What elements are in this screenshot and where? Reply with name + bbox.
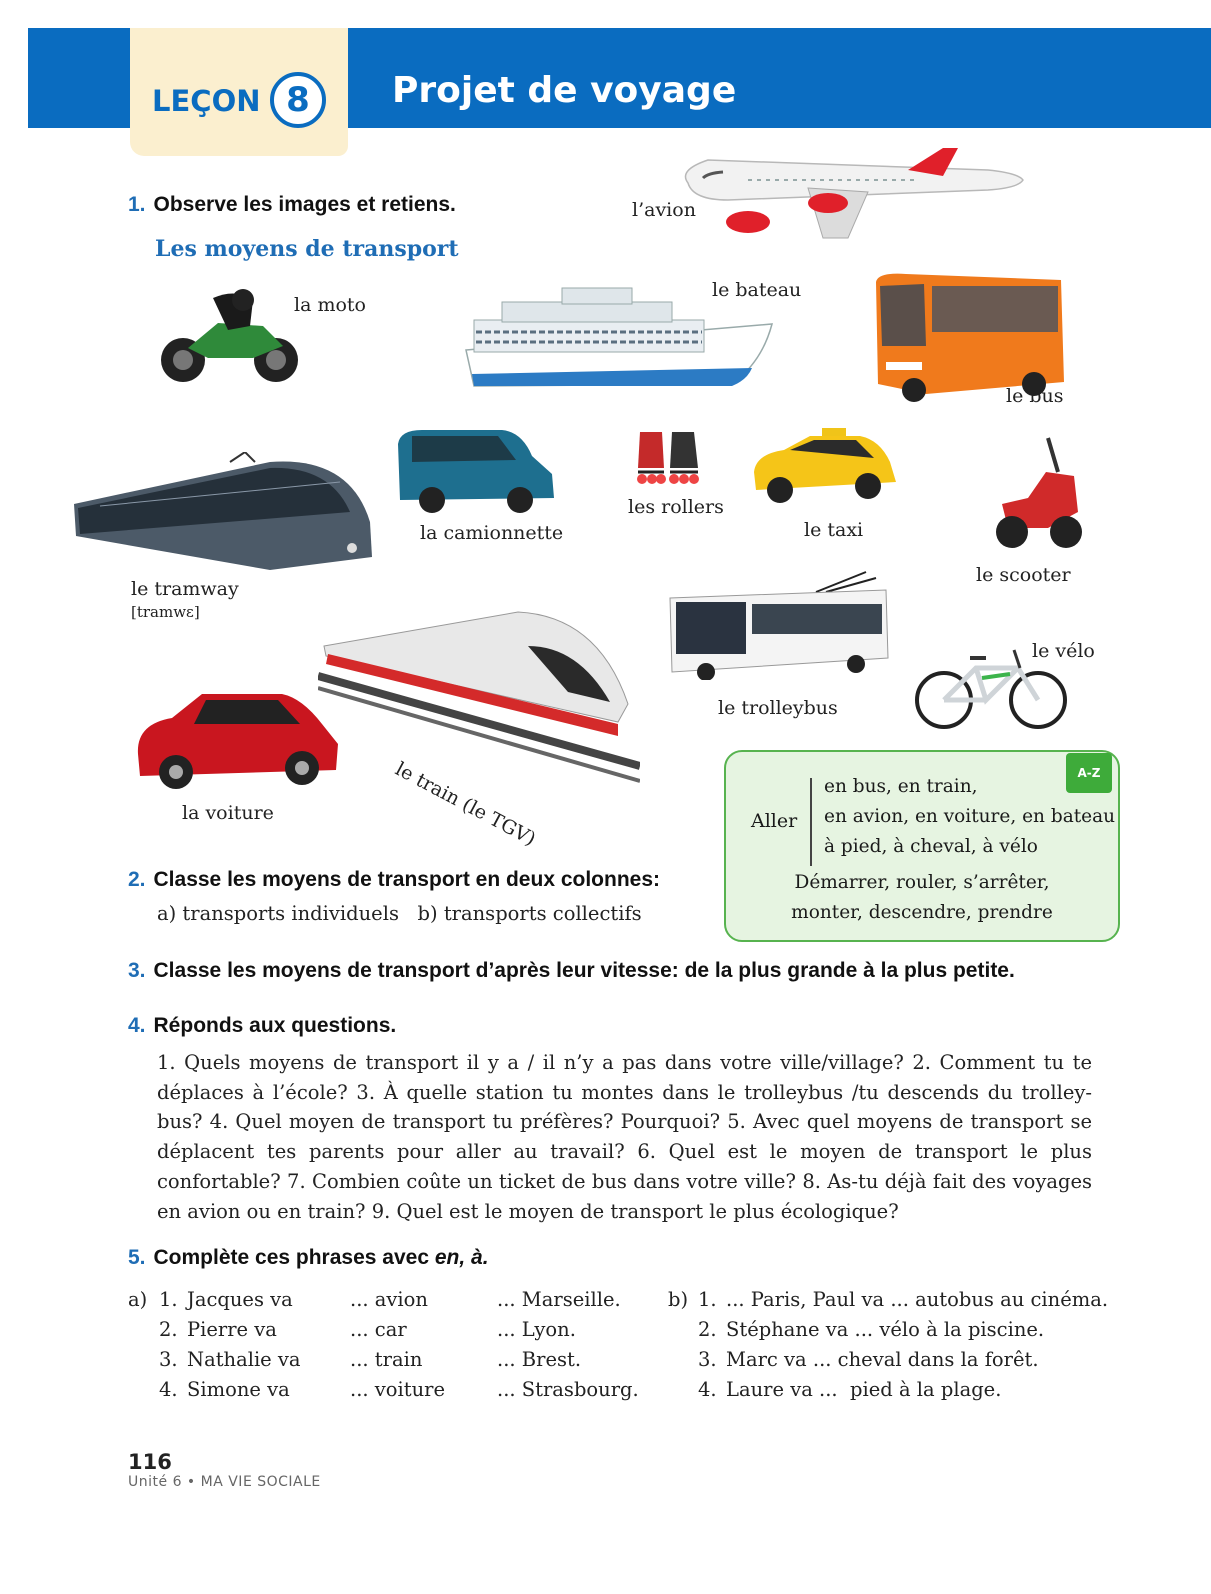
a-row-destination: ... Lyon. bbox=[497, 1318, 576, 1341]
part-a-label: a) bbox=[128, 1288, 148, 1311]
aller-line-3: à pied, à cheval, à vélo bbox=[824, 836, 1038, 857]
a-row-subject: Pierre va bbox=[187, 1318, 277, 1341]
airplane-image bbox=[668, 148, 1030, 248]
vocabulary-subheading: Les moyens de transport bbox=[155, 236, 459, 262]
b-row-number: 1. bbox=[698, 1288, 717, 1311]
b-row-number: 3. bbox=[698, 1348, 717, 1371]
exercise-5-prepositions: en, à. bbox=[434, 1246, 489, 1269]
a-row-destination: ... Brest. bbox=[497, 1348, 582, 1371]
a-row-subject: Jacques va bbox=[187, 1288, 293, 1311]
label-trolleybus: le trolleybus bbox=[718, 697, 838, 719]
a-row-number: 1. bbox=[159, 1288, 178, 1311]
trolleybus-image bbox=[666, 568, 890, 680]
exercise-3-heading bbox=[128, 959, 1015, 983]
aller-line-1: en bus, en train, bbox=[824, 776, 978, 797]
exercise-2-columns: a) transports individuels b) transports collectifs bbox=[157, 902, 642, 925]
exercise-1-heading bbox=[128, 193, 456, 217]
part-b-label: b) bbox=[668, 1288, 689, 1311]
b-row-sentence: Stéphane va ... vélo à la piscine. bbox=[726, 1318, 1045, 1341]
aller-line-2: en avion, en voiture, en bateau bbox=[824, 806, 1116, 827]
b-row-number: 4. bbox=[698, 1378, 717, 1401]
exercise-4-instruction: Réponds aux questions. bbox=[153, 1014, 397, 1037]
a-row-mode: ... voiture bbox=[350, 1378, 446, 1401]
label-rollers: les rollers bbox=[628, 496, 724, 518]
exercise-number: 1. bbox=[128, 193, 146, 216]
a-row-subject: Simone va bbox=[187, 1378, 290, 1401]
exercise-5-instruction: Complète ces phrases avec bbox=[153, 1246, 429, 1269]
label-camionnette: la camionnette bbox=[420, 522, 564, 544]
exercise-number: 2. bbox=[128, 868, 146, 891]
a-row-number: 4. bbox=[159, 1378, 178, 1401]
a-row-mode: ... avion bbox=[350, 1288, 428, 1311]
taxi-image bbox=[750, 428, 898, 510]
motorbike-image bbox=[158, 288, 302, 386]
label-moto: la moto bbox=[294, 294, 366, 316]
a-row-number: 2. bbox=[159, 1318, 178, 1341]
b-row-sentence: Laure va ... pied à la plage. bbox=[726, 1378, 1002, 1401]
unit-footer: Unité 6 • MA VIE SOCIALE bbox=[128, 1474, 321, 1490]
label-bus: le bus bbox=[1006, 385, 1064, 407]
rollers-image bbox=[634, 428, 704, 486]
label-taxi: le taxi bbox=[804, 519, 864, 541]
lesson-number-badge: 8 bbox=[270, 72, 326, 128]
lesson-label: LEÇON bbox=[152, 84, 261, 118]
exercise-number: 5. bbox=[128, 1246, 146, 1269]
dictionary-icon: A-Z bbox=[1066, 753, 1112, 793]
exercise-4-questions: 1. Quels moyens de transport il y a / il n’y a pas dans votre ville/village? 2. Comment tu te déplaces à l’école? 3. À quelle station tu montes dans le trolleybus /tu descends du trolley-bus? 4. Quel moyen de transport tu préfères? Pourquoi? 5. Avec quel moyens de transport se déplacent tes parents pour aller au travail? 6. Quel est le moyen de transport le plus confortable? 7. Combien coûte un ticket de bus dans votre ville? 8. As-tu déjà fait des voyages en avion ou en train? 9. Quel est le moyen de transport le plus écologique? bbox=[157, 1051, 1092, 1223]
exercise-number: 4. bbox=[128, 1014, 146, 1037]
exercise-4-heading bbox=[128, 1014, 396, 1038]
exercise-3-instruction: Classe les moyens de transport d’après leur vitesse: de la plus grande à la plus petite. bbox=[153, 959, 1015, 982]
tramway-phonetic: [tramwɛ] bbox=[131, 603, 200, 621]
b-row-number: 2. bbox=[698, 1318, 717, 1341]
label-velo: le vélo bbox=[1032, 640, 1095, 662]
page-title: Projet de voyage bbox=[392, 70, 737, 111]
a-row-destination: ... Marseille. bbox=[497, 1288, 621, 1311]
grammar-info-box bbox=[724, 750, 1120, 942]
a-row-destination: ... Strasbourg. bbox=[497, 1378, 639, 1401]
tramway-image bbox=[70, 452, 378, 572]
label-tramway: le tramway bbox=[131, 578, 239, 600]
a-row-number: 3. bbox=[159, 1348, 178, 1371]
scooter-image bbox=[988, 432, 1086, 552]
label-train: le train (le TGV) bbox=[391, 758, 540, 851]
bracket-line bbox=[810, 778, 812, 866]
exercise-number: 3. bbox=[128, 959, 146, 982]
label-scooter: le scooter bbox=[976, 564, 1071, 586]
a-row-subject: Nathalie va bbox=[187, 1348, 301, 1371]
exercise-5-heading bbox=[128, 1246, 489, 1270]
a-row-mode: ... train bbox=[350, 1348, 423, 1371]
page-number: 116 bbox=[128, 1450, 172, 1474]
a-row-mode: ... car bbox=[350, 1318, 407, 1341]
verbs-line-1: Démarrer, rouler, s’arrêter, bbox=[794, 872, 1050, 893]
exercise-2-instruction: Classe les moyens de transport en deux colonnes: bbox=[153, 868, 661, 891]
verb-aller: Aller bbox=[751, 810, 798, 832]
label-bateau: le bateau bbox=[712, 279, 802, 301]
van-image bbox=[392, 426, 558, 514]
b-row-sentence: ... Paris, Paul va ... autobus au cinéma. bbox=[726, 1288, 1109, 1311]
verbs-line-2: monter, descendre, prendre bbox=[791, 902, 1053, 923]
car-image bbox=[132, 688, 342, 790]
exercise-2-heading bbox=[128, 868, 660, 892]
train-image bbox=[318, 606, 640, 784]
exercise-1-instruction: Observe les images et retiens. bbox=[153, 193, 456, 216]
b-row-sentence: Marc va ... cheval dans la forêt. bbox=[726, 1348, 1039, 1371]
label-voiture: la voiture bbox=[182, 802, 274, 824]
label-avion: l’avion bbox=[632, 199, 696, 221]
